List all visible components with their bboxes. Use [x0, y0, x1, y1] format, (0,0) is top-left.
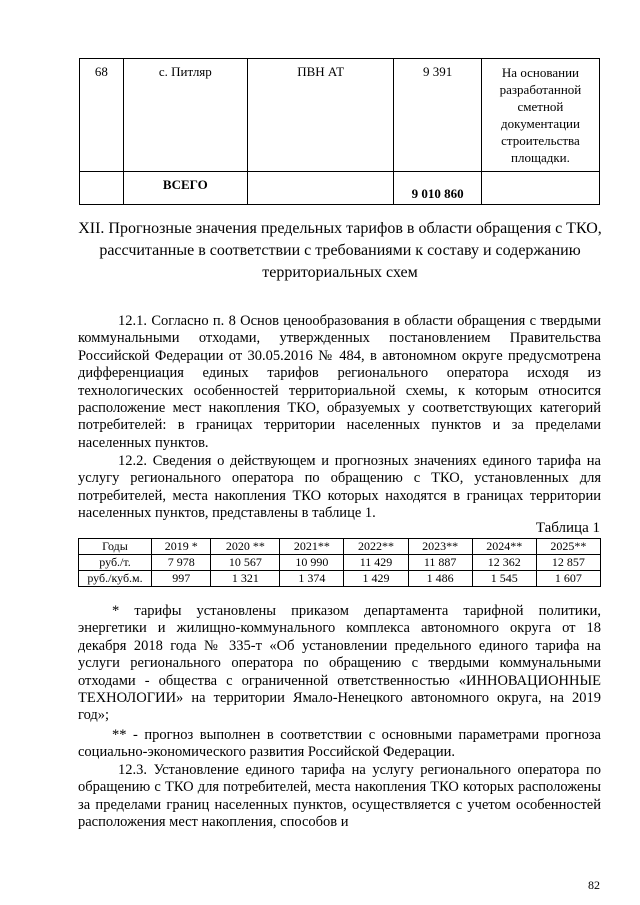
total-empty-cell	[80, 172, 124, 205]
tariff-value: 7 978	[152, 555, 211, 571]
tariff-table	[78, 538, 601, 587]
table-row	[79, 571, 601, 587]
total-sum: 9 010 860	[394, 172, 482, 205]
tariff-value: 1 545	[472, 571, 536, 587]
footnote-2	[78, 727, 601, 762]
header-label: Годы	[79, 539, 152, 555]
row-note: На основании разработанной сметной документации строительства площадки.	[481, 59, 599, 172]
year-header: 2021**	[280, 539, 344, 555]
row-type: ПВН АТ	[247, 59, 394, 172]
table-header-row	[79, 539, 601, 555]
table-caption: Таблица 1	[535, 520, 600, 536]
row-sum: 9 391	[394, 59, 482, 172]
footnote-1	[78, 603, 601, 725]
total-row	[80, 172, 600, 205]
year-header: 2020 **	[211, 539, 280, 555]
total-label: ВСЕГО	[123, 172, 247, 205]
tariff-value: 12 857	[536, 555, 600, 571]
row-place: с. Питляр	[123, 59, 247, 172]
unit-label: руб./куб.м.	[79, 571, 152, 587]
year-header: 2025**	[536, 539, 600, 555]
tariff-value: 997	[152, 571, 211, 587]
unit-label: руб./т.	[79, 555, 152, 571]
paragraph-12-3-text: 12.3. Установление единого тарифа на услугу регионального оператора по обращению с ТКО для потребителей, места накопления ТКО которых расположены за пределами границ населенных пунктов, осуществляется с учетом особенностей расположения мест накопления, способов и	[78, 762, 601, 831]
footnote-2-text: ** - прогноз выполнен в соответствии с основными параметрами прогноза социально-экономического развития Российской Федерации.	[78, 727, 601, 761]
tariff-value: 1 321	[211, 571, 280, 587]
tariff-value: 12 362	[472, 555, 536, 571]
tariff-value: 11 429	[344, 555, 408, 571]
paragraph-12-1	[78, 313, 601, 452]
top-sites-table	[79, 58, 600, 205]
tariff-value: 1 429	[344, 571, 408, 587]
footnote-1-text: * тарифы установлены приказом департамента тарифной политики, энергетики и жилищно-коммунального комплекса автономного округа от 18 декабря 2018 года № 335-т «Об установлении предельного единого тарифа на услуги регионального оператора по обращению с твердыми коммунальными отходами - общества с ограниченной ответственностью «ИННОВАЦИОННЫЕ ТЕХНОЛОГИИ» на территории Ямало-Ненецкого автономного округа, на 2019 год»;	[78, 603, 601, 724]
tariff-value: 10 567	[211, 555, 280, 571]
total-empty-cell	[481, 172, 599, 205]
page-number: 82	[588, 878, 600, 892]
tariff-value: 10 990	[280, 555, 344, 571]
table-row	[79, 555, 601, 571]
paragraph-12-2-text: 12.2. Сведения о действующем и прогнозных значениях единого тарифа на услугу регионального оператора по обращению с ТКО, установленных для потребителей, места накопления ТКО которых находятся в границах территории населенных пунктов, представлены в таблице 1.	[78, 453, 601, 522]
tariff-value: 1 374	[280, 571, 344, 587]
tariff-value: 1 486	[408, 571, 472, 587]
row-number: 68	[80, 59, 124, 172]
year-header: 2022**	[344, 539, 408, 555]
total-empty-cell	[247, 172, 394, 205]
tariff-value: 11 887	[408, 555, 472, 571]
paragraph-12-3	[78, 762, 601, 832]
table-row	[80, 59, 600, 172]
section-heading: XII. Прогнозные значения предельных тарифов в области обращения с ТКО, рассчитанные в соответствии с требованиями к составу и содержанию территориальных схем	[78, 220, 602, 281]
paragraph-12-2	[78, 453, 601, 523]
tariff-value: 1 607	[536, 571, 600, 587]
year-header: 2023**	[408, 539, 472, 555]
year-header: 2024**	[472, 539, 536, 555]
year-header: 2019 *	[152, 539, 211, 555]
paragraph-12-1-text: 12.1. Согласно п. 8 Основ ценообразования в области обращения с твердыми коммунальными отходами, утвержденных постановлением Правительства Российской Федерации от 30.05.2016 № 484, в автономном округе предусмотрена дифференциация единых тарифов регионального оператора исходя из технологических особенностей территориальной схемы, к которым относится расположение мест накопления ТКО, образуемых у соответствующих категорий потребителей: в границах территории населенных пунктов и за пределами населенных пунктов.	[78, 313, 601, 451]
